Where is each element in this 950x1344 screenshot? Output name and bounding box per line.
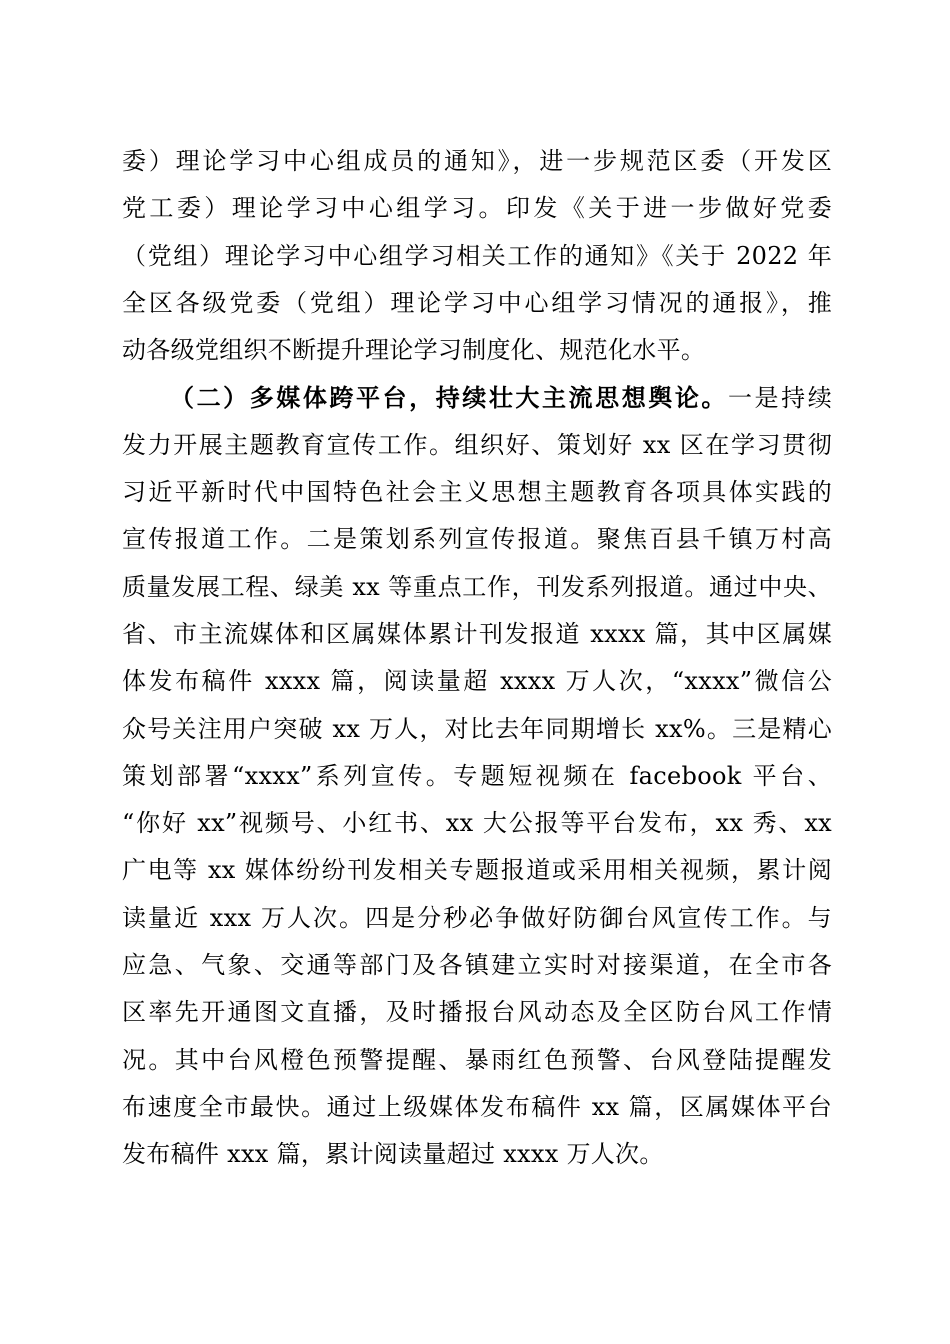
text-line: 况。其中台风橙色预警提醒、暴雨红色预警、台风登陆提醒发 — [122, 1045, 832, 1074]
text-line: 委）理论学习中心组成员的通知》，进一步规范区委（开发区 — [122, 147, 832, 175]
text-line: 策划部署“xxxx”系列宣传。专题短视频在 facebook 平台、 — [122, 761, 832, 790]
text-line: 发布稿件 xxx 篇，累计阅读量超过 xxxx 万人次。 — [122, 1140, 664, 1169]
text-line: 质量发展工程、绿美 xx 等重点工作，刊发系列报道。通过中央、 — [122, 572, 832, 601]
text-line: 区率先开通图文直播，及时播报台风动态及全区防台风工作情 — [122, 998, 832, 1027]
text-line — [122, 374, 832, 421]
paragraph-2 — [122, 374, 832, 1178]
text-line: 体发布稿件 xxxx 篇，阅读量超 xxxx 万人次，“xxxx”微信公 — [122, 667, 832, 696]
text-line: 发力开展主题教育宣传工作。组织好、策划好 xx 区在学习贯彻 — [122, 430, 832, 459]
text-line: 习近平新时代中国特色社会主义思想主题教育各项具体实践的 — [122, 478, 832, 507]
paragraph-1 — [122, 138, 832, 374]
text-line: 众号关注用户突破 xx 万人，对比去年同期增长 xx%。三是精心 — [122, 714, 832, 743]
text-line: 省、市主流媒体和区属媒体累计刊发报道 xxxx 篇，其中区属媒 — [122, 619, 832, 648]
text-line: 广电等 xx 媒体纷纷刊发相关专题报道或采用相关视频，累计阅 — [122, 856, 832, 885]
text-line: 应急、气象、交通等部门及各镇建立实时对接渠道，在全市各 — [122, 951, 832, 980]
body-text — [122, 138, 832, 1179]
text-run: 一是持续 — [727, 384, 832, 413]
text-line: “你好 xx”视频号、小红书、xx 大公报等平台发布，xx 秀、xx — [122, 809, 832, 838]
text-line: 党工委）理论学习中心组学习。印发《关于进一步做好党委 — [122, 194, 832, 223]
text-line: （党组）理论学习中心组学习相关工作的通知》《关于 2022 年 — [122, 241, 832, 270]
section-heading: （二）多媒体跨平台，持续壮大主流思想舆论。 — [170, 383, 728, 413]
text-line: 读量近 xxx 万人次。四是分秒必争做好防御台风宣传工作。与 — [122, 903, 832, 932]
text-line: 全区各级党委（党组）理论学习中心组学习情况的通报》，推 — [122, 288, 832, 317]
text-line: 宣传报道工作。二是策划系列宣传报道。聚焦百县千镇万村高 — [122, 525, 832, 554]
text-line: 动各级党组织不断提升理论学习制度化、规范化水平。 — [122, 336, 706, 365]
text-line: 布速度全市最快。通过上级媒体发布稿件 xx 篇，区属媒体平台 — [122, 1092, 832, 1121]
